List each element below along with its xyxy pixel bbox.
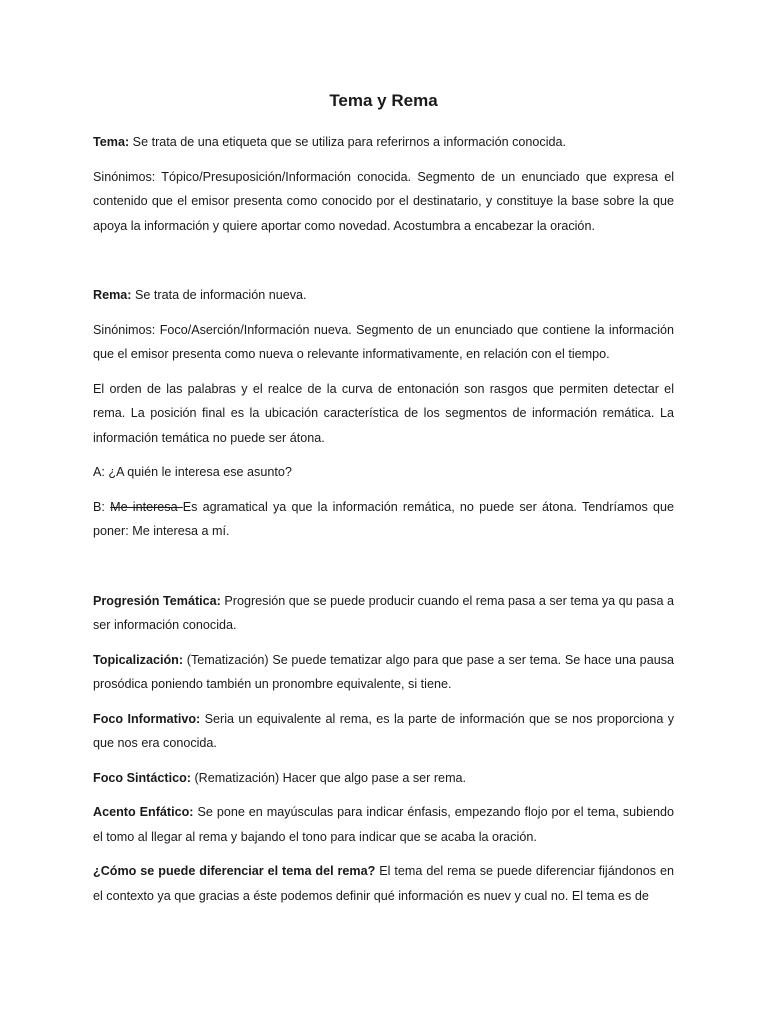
- topicalizacion-label: Topicalización:: [93, 652, 184, 667]
- progresion-text: Progresión que se puede producir cuando el rema pasa a ser tema ya qu pasa a ser información conocida.: [93, 593, 674, 632]
- example-b-prefix: B:: [93, 499, 111, 514]
- document-body: [93, 88, 674, 918]
- como-diferenciar-text: El tema del rema se puede diferenciar fijándonos en el contexto ya que gracias a éste podemos definir qué información es nuev y cual no. El tema es de: [93, 864, 674, 903]
- word-order-paragraph: El orden de las palabras y el realce de la curva de entonación son rasgos que permiten detectar el rema. La posición final es la ubicación característica de los segmentos de información remática. La información temática no puede ser átona.: [93, 381, 674, 445]
- acento-enfatico-text: Se pone en mayúsculas para indicar énfasis, empezando flojo por el tema, subiendo el tomo al llegar al rema y bajando el tono para indicar que se acaba la oración.: [93, 805, 674, 844]
- example-a-paragraph: A: ¿A quién le interesa ese asunto?: [93, 465, 292, 479]
- rema-paragraph: [93, 283, 674, 308]
- rema-text: Se trata de información nueva.: [131, 288, 307, 302]
- foco-informativo-paragraph: [93, 707, 674, 756]
- foco-sintactico-label: Foco Sintáctico:: [93, 770, 191, 785]
- como-diferenciar-paragraph: [93, 859, 674, 908]
- topicalizacion-paragraph: [93, 648, 674, 697]
- example-b-text: Es agramatical ya que la información remática, no puede ser átona. Tendríamos que poner: Me interesa a mí.: [93, 499, 674, 538]
- progresion-paragraph: [93, 589, 674, 638]
- foco-informativo-text: Seria un equivalente al rema, es la parte de información que se nos proporciona y que nos era conocida.: [93, 711, 674, 750]
- spacer: [93, 248, 674, 283]
- acento-enfatico-label: Acento Enfático:: [93, 805, 194, 819]
- como-diferenciar-label: ¿Cómo se puede diferenciar el tema del rema?: [93, 864, 376, 878]
- tema-label: Tema:: [93, 135, 130, 149]
- progresion-label: Progresión Temática:: [93, 593, 221, 608]
- foco-sintactico-text: (Rematización) Hacer que algo pase a ser rema.: [190, 770, 467, 785]
- rema-label: Rema:: [93, 288, 132, 302]
- foco-informativo-label: Foco Informativo:: [93, 711, 201, 726]
- page-title: Tema y Rema: [329, 91, 438, 110]
- topicalizacion-text: (Tematización) Se puede tematizar algo para que pase a ser tema. Se hace una pausa prosódica poniendo también un pronombre equivalente, si tiene.: [93, 652, 674, 691]
- rema-synonyms-paragraph: Sinónimos: Foco/Aserción/Información nueva. Segmento de un enunciado que contiene la información que el emisor presenta como nueva o relevante informativamente, en relación con el tiempo.: [93, 322, 674, 361]
- acento-enfatico-paragraph: [93, 800, 674, 849]
- tema-synonyms-paragraph: Sinónimos: Tópico/Presuposición/Información conocida. Segmento de un enunciado que expresa el contenido que el emisor presenta como conocido por el destinatario, y constituye la base sobre la que apoya la información y quiere aportar como novedad. Acostumbra a encabezar la oración.: [93, 169, 674, 233]
- spacer: [93, 554, 674, 589]
- tema-text: Se trata de una etiqueta que se utiliza para referirnos a información conocida.: [129, 135, 567, 149]
- example-b-struck-text: Me interesa: [110, 499, 183, 514]
- foco-sintactico-paragraph: [93, 766, 674, 791]
- example-b-paragraph: [93, 495, 674, 544]
- tema-paragraph: [93, 130, 674, 155]
